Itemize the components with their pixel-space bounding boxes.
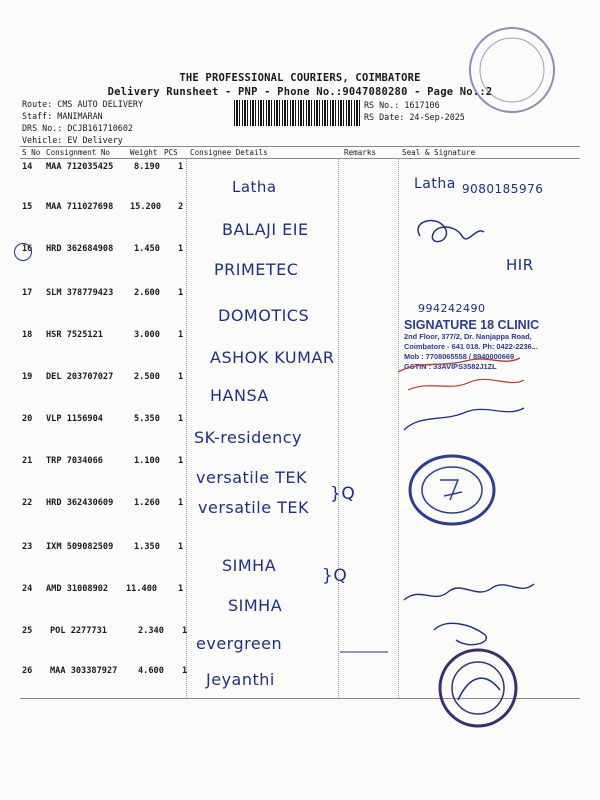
row-consignee: versatile TEK — [196, 468, 307, 487]
row-pcs: 1 — [178, 162, 184, 172]
rs-date-label: RS Date: 24-Sep-2025 — [364, 112, 465, 122]
staff-label: Staff: MANIMARAN — [22, 111, 103, 121]
col-consignment: Consignment No — [46, 148, 111, 157]
row-consignment: POL 2277731 — [50, 626, 107, 636]
row-weight: 4.600 — [138, 666, 164, 676]
route-label: Route: CMS AUTO DELIVERY — [22, 99, 144, 109]
top-purple-seal — [470, 28, 554, 112]
row-pcs: 1 — [178, 498, 184, 508]
row-pcs: 1 — [178, 414, 184, 424]
col-remarks: Remarks — [344, 148, 377, 157]
row-consignment: IXM 509082509 — [46, 542, 114, 552]
row-sno: 16 — [22, 244, 33, 254]
col-weight: Weight — [130, 148, 158, 157]
row-consignee: SIMHA — [222, 556, 277, 575]
signature-row-24 — [404, 584, 534, 600]
row-pcs: 1 — [178, 542, 184, 552]
row-consignment: TRP 7034066 — [46, 456, 103, 466]
bracket-mark-21: }Q — [330, 484, 356, 504]
row-pcs: 1 — [178, 456, 184, 466]
row-consignee: evergreen — [196, 634, 283, 653]
row-weight: 11.400 — [126, 584, 158, 594]
bottom-purple-seal — [440, 650, 516, 726]
row-weight: 1.100 — [134, 456, 160, 466]
row-sno: 18 — [22, 330, 33, 340]
row-pcs: 1 — [178, 288, 184, 298]
row-consignee: versatile TEK — [198, 498, 309, 517]
stamp-address-1: 2nd Floor, 377/2, Dr. Nanjappa Road, — [404, 332, 532, 341]
row-sno: 15 — [22, 202, 33, 212]
row-pcs: 1 — [178, 584, 184, 594]
versatile-tek-seal — [410, 456, 494, 524]
row-consignee: HANSA — [210, 386, 269, 405]
row-consignment: HRD 362430609 — [46, 498, 114, 508]
row-consignee: SIMHA — [228, 596, 283, 615]
row-consignment: MAA 712035425 — [46, 162, 114, 172]
row-sno: 21 — [22, 456, 33, 466]
row-consignee: BALAJI EIE — [222, 220, 309, 239]
row-weight: 8.190 — [134, 162, 160, 172]
row-sno: 14 — [22, 162, 33, 172]
signature-latha: Latha — [414, 176, 456, 192]
row-weight: 2.500 — [134, 372, 160, 382]
row-sno: 24 — [22, 584, 33, 594]
stamp-clinic-name: SIGNATURE 18 CLINIC — [404, 318, 540, 332]
row-weight: 1.350 — [134, 542, 160, 552]
col-consignee: Consignee Details — [190, 148, 268, 157]
row-consignee: PRIMETEC — [214, 260, 299, 279]
row-consignment: VLP 1156904 — [46, 414, 103, 424]
row-consignment: HSR 7525121 — [46, 330, 103, 340]
row-weight: 1.450 — [134, 244, 160, 254]
row-pcs: 1 — [182, 666, 188, 676]
row-consignment: SLM 378779423 — [46, 288, 114, 298]
row-consignee: ASHOK KUMAR — [210, 348, 335, 367]
drs-label: DRS No.: DCJB161710602 — [22, 123, 133, 133]
row-weight: 5.350 — [134, 414, 160, 424]
row-sno: 23 — [22, 542, 33, 552]
row-sno: 25 — [22, 626, 33, 636]
row-pcs: 1 — [178, 244, 184, 254]
remark-hir: HIR — [506, 256, 534, 274]
row-consignment: AMD 31008902 — [46, 584, 109, 594]
row-pcs: 1 — [182, 626, 188, 636]
row-weight: 2.340 — [138, 626, 164, 636]
vehicle-label: Vehicle: EV Delivery — [22, 135, 123, 145]
rs-no-label: RS No.: 1617106 — [364, 100, 440, 110]
signature-row-18 — [398, 358, 524, 430]
row-pcs: 1 — [178, 372, 184, 382]
row-consignment: MAA 711027698 — [46, 202, 114, 212]
row-sno: 19 — [22, 372, 33, 382]
row-weight: 3.000 — [134, 330, 160, 340]
row-sno: 22 — [22, 498, 33, 508]
stamp-address-2: Coimbatore - 641 018. Ph: 0422-2236... — [404, 342, 538, 351]
phone-handwritten-17: 994242490 — [418, 302, 486, 315]
phone-handwritten-14: 9080185976 — [462, 182, 544, 196]
row-pcs: 2 — [178, 202, 184, 212]
row-pcs: 1 — [178, 330, 184, 340]
row-consignee: Jeyanthi — [206, 670, 275, 689]
stamp-gstin: GSTIN : 33AVIPS3582J1ZL — [404, 362, 497, 371]
row-consignee: SK-residency — [194, 428, 302, 447]
row-consignee: DOMOTICS — [218, 306, 310, 325]
stamp-mobile: Mob : 7708065558 / 8940000669 — [404, 352, 515, 361]
row-sno: 20 — [22, 414, 33, 424]
row-weight: 15.200 — [130, 202, 162, 212]
row-consignment: MAA 303387927 — [50, 666, 118, 676]
signature-row-25 — [340, 623, 486, 652]
runsheet-title: Delivery Runsheet - PNP - Phone No.:9047080280 - Page No.:2 — [107, 86, 493, 98]
row-sno: 26 — [22, 666, 33, 676]
row-sno: 17 — [22, 288, 33, 298]
row-consignee: Latha — [232, 178, 277, 196]
row-weight: 1.260 — [134, 498, 160, 508]
row-consignment: DEL 203707027 — [46, 372, 114, 382]
bracket-mark-23: }Q — [322, 566, 348, 586]
row-weight: 2.600 — [134, 288, 160, 298]
row-consignment: HRD 362684908 — [46, 244, 114, 254]
col-sno: S No — [22, 148, 41, 157]
company-title: THE PROFESSIONAL COURIERS, COIMBATORE — [179, 72, 421, 84]
signature-row-15 — [418, 221, 484, 242]
col-pcs: PCS — [164, 148, 178, 157]
col-seal: Seal & Signature — [402, 148, 476, 157]
